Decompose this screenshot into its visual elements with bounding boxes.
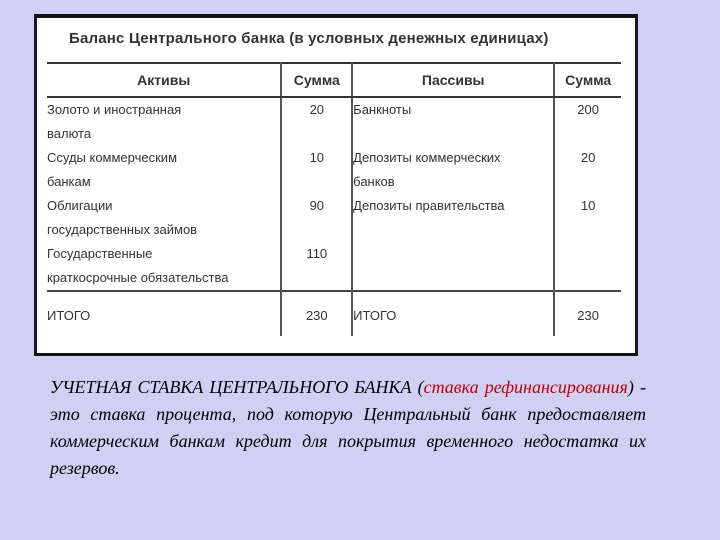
asset-value: 10 [281, 146, 352, 194]
liability-value: 200 [577, 102, 599, 117]
total-liabilities-value: 230 [554, 291, 621, 336]
asset-label: Облигации [47, 198, 113, 213]
asset-value: 20 [281, 97, 352, 146]
balance-title: Баланс Центрального банка (в условных денежных единицах) [69, 30, 549, 47]
asset-value: 110 [281, 242, 352, 291]
total-row [47, 291, 621, 336]
header-liabilities: Пассивы [352, 63, 554, 97]
asset-label: Ссуды коммерческим [47, 150, 177, 165]
asset-label: государственных займов [47, 222, 198, 237]
liability-label: Депозиты правительства [353, 198, 505, 213]
balance-table [47, 62, 621, 336]
definition-term: УЧЕТНАЯ СТАВКА ЦЕНТРАЛЬНОГО БАНКА [50, 377, 412, 397]
definition-alias: ставка рефинансирования [423, 377, 628, 397]
total-assets-value: 230 [281, 291, 352, 336]
header-assets: Активы [47, 63, 281, 97]
table-row [47, 97, 621, 146]
definition-text [50, 374, 646, 482]
table-header-row [47, 63, 621, 97]
table-row [47, 242, 621, 291]
header-amount-assets: Сумма [281, 63, 352, 97]
table-row [47, 146, 621, 194]
total-assets-label: ИТОГО [47, 291, 281, 336]
asset-label: банкам [47, 174, 91, 189]
table-row [47, 194, 621, 242]
asset-label: Государственные [47, 246, 153, 261]
balance-sheet-image [34, 14, 638, 356]
liability-value: 10 [580, 198, 596, 213]
liability-label: банков [353, 174, 395, 189]
liability-label: Депозиты коммерческих [353, 150, 501, 165]
total-liabilities-label: ИТОГО [352, 291, 554, 336]
definition-open-paren: ( [411, 377, 424, 397]
definition-rest: ) - это ставка процента, под которую Центральный банк предоставляет коммерческим банкам кредит для покрытия временного недостатка их резервов. [50, 377, 646, 478]
header-amount-liabilities: Сумма [554, 63, 621, 97]
asset-label: валюта [47, 126, 92, 141]
asset-value: 90 [281, 194, 352, 242]
liability-label: Банкноты [353, 102, 412, 117]
asset-label: краткосрочные обязательства [47, 270, 229, 285]
asset-label: Золото и иностранная [47, 102, 182, 117]
liability-value: 20 [580, 150, 596, 165]
